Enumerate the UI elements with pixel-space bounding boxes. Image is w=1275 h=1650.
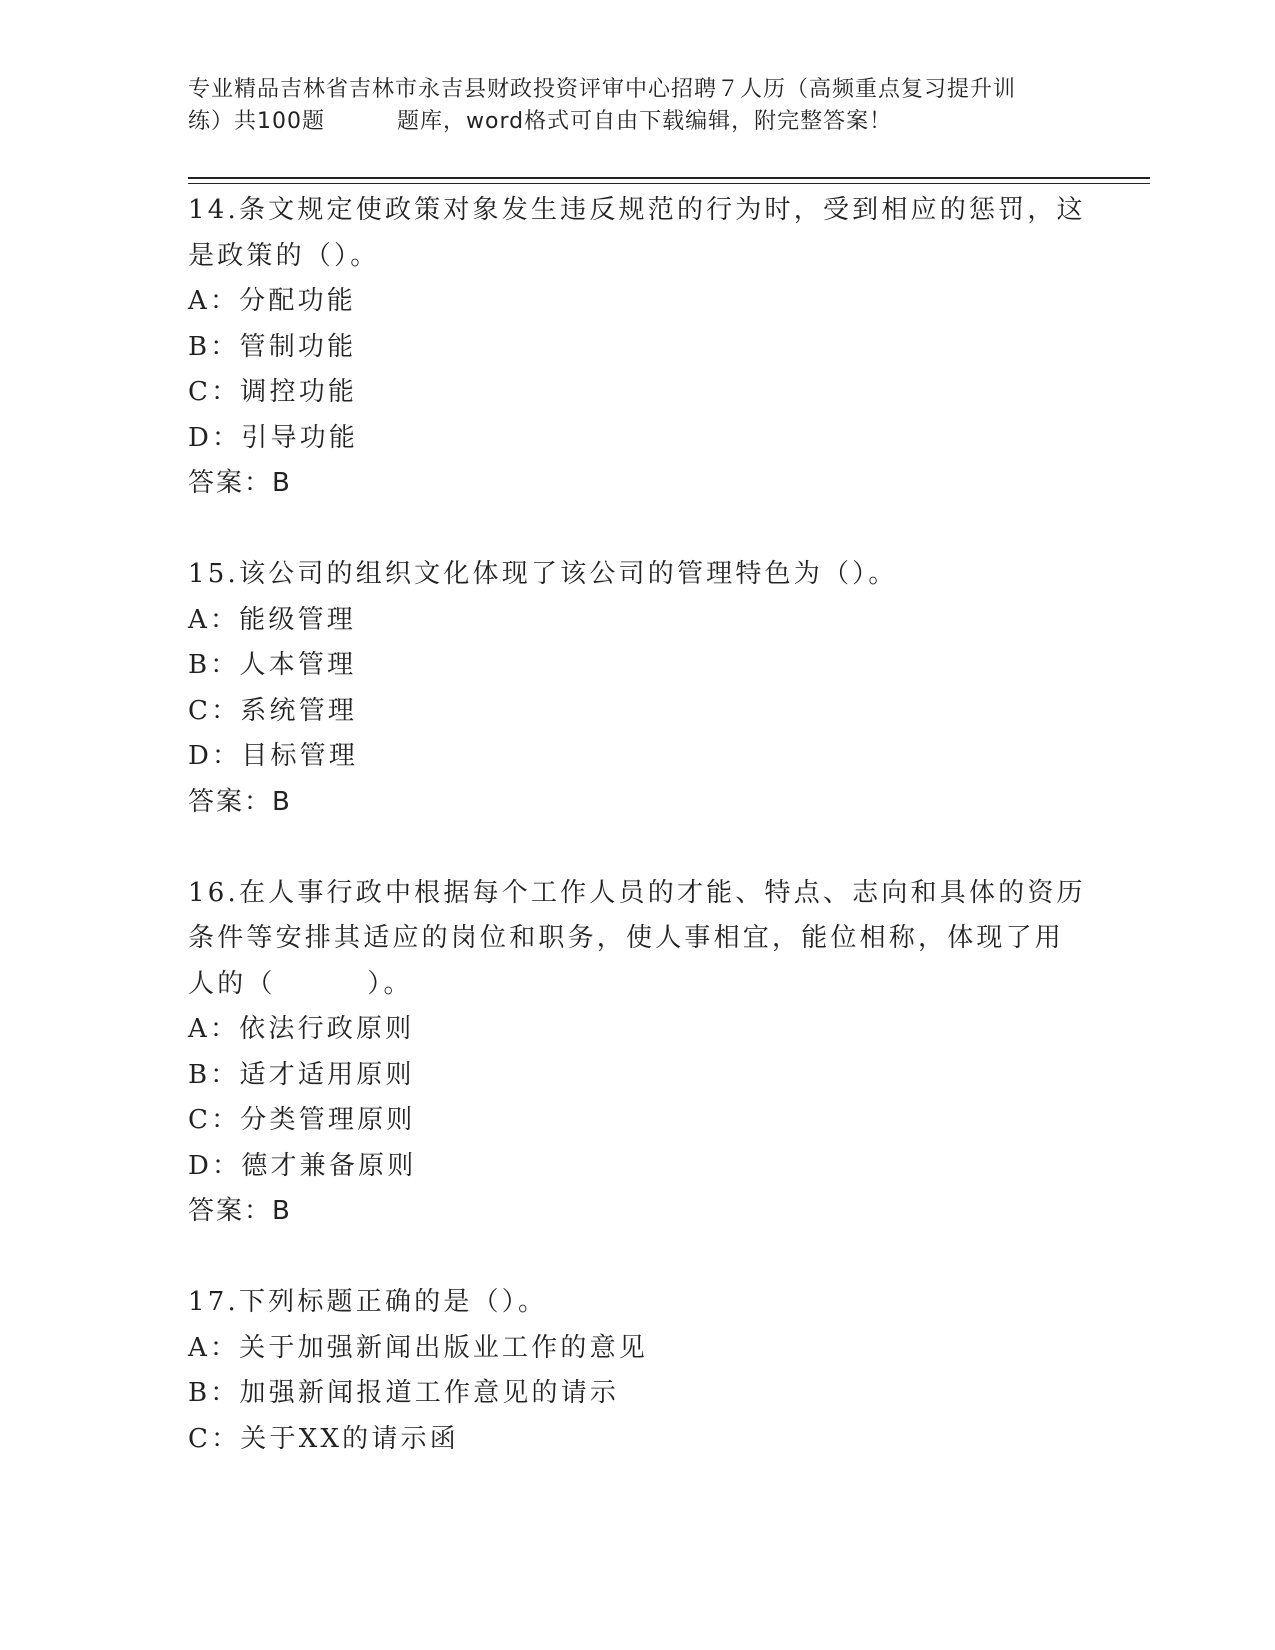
header-line-2 xyxy=(188,106,1088,138)
question-15 xyxy=(188,552,1088,825)
option-d: D：引导功能 xyxy=(188,422,359,453)
question-stem-line: 是政策的（）。 xyxy=(188,240,380,271)
option-b: B：人本管理 xyxy=(188,650,357,680)
question-stem-line: 17.下列标题正确的是（）。 xyxy=(188,1287,548,1317)
option-d: D：目标管理 xyxy=(188,741,359,771)
answer-line: 答案：B xyxy=(188,468,292,498)
option-a: A：关于加强新闻出版业工作的意见 xyxy=(188,1332,648,1363)
document-header xyxy=(188,74,1088,138)
header-line-1: 专业精品吉林省吉林市永吉县财政投资评审中心招聘７人历（高频重点复习提升训 xyxy=(188,77,1017,102)
option-b: B：管制功能 xyxy=(188,331,357,362)
question-16 xyxy=(188,871,1088,1235)
option-a: A：依法行政原则 xyxy=(188,1014,415,1044)
question-stem-line: 14.条文规定使政策对象发生违反规范的行为时，受到相应的惩罚，这 xyxy=(188,195,1086,225)
header-divider-thick xyxy=(188,177,1150,179)
question-stem-line: 15.该公司的组织文化体现了该公司的管理特色为（）。 xyxy=(188,559,898,589)
option-d: D：德才兼备原则 xyxy=(188,1150,417,1181)
question-stem-line: 16.在人事行政中根据每个工作人员的才能、特点、志向和具体的资历 xyxy=(188,877,1086,908)
question-list xyxy=(188,188,1088,1462)
option-b: B：加强新闻报道工作意见的请示 xyxy=(188,1378,620,1408)
answer-line: 答案：B xyxy=(188,786,292,817)
option-c: C：系统管理 xyxy=(188,695,358,726)
header-line-2-left: 练）共100题 xyxy=(188,109,325,134)
question-17 xyxy=(188,1280,1088,1462)
option-c: C：分类管理原则 xyxy=(188,1105,416,1135)
header-line-2-right: 题库，word格式可自由下载编辑，附完整答案！ xyxy=(397,109,893,134)
answer-line: 答案：B xyxy=(188,1196,292,1226)
option-b: B：适才适用原则 xyxy=(188,1059,415,1090)
header-divider-thin xyxy=(188,183,1150,184)
question-stem-line: 条件等安排其适应的岗位和职务，使人事相宜，能位相称，体现了用 xyxy=(188,923,1065,953)
question-14 xyxy=(188,188,1088,507)
option-c: C：关于XX的请示函 xyxy=(188,1423,459,1454)
option-a: A：分配功能 xyxy=(188,286,356,316)
option-c: C：调控功能 xyxy=(188,377,358,407)
option-a: A：能级管理 xyxy=(188,604,356,635)
question-stem-line: 人的（ ）。 xyxy=(188,968,413,999)
